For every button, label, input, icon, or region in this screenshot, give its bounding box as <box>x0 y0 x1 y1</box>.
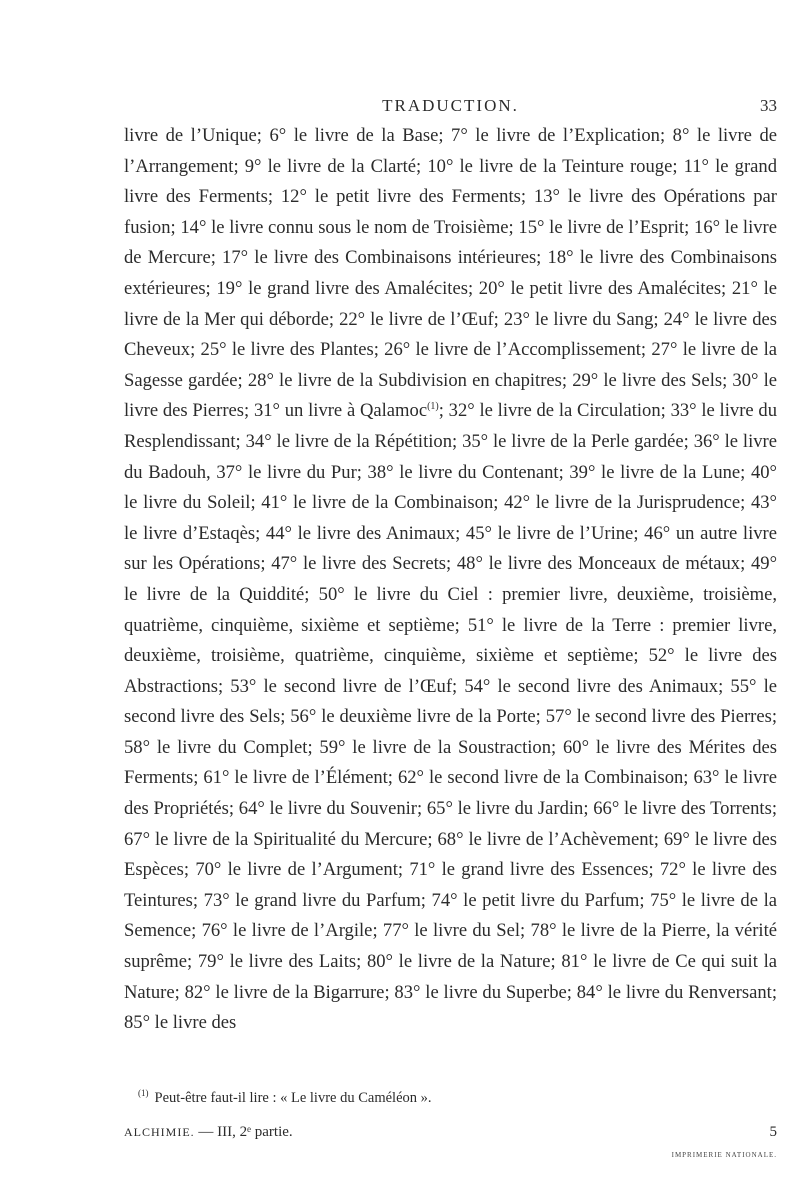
printer-imprint: IMPRIMERIE NATIONALE. <box>671 1151 777 1159</box>
body-text-part-2: ; 32° le livre de la Circulation; 33° le livre du Resplendissant; 34° le livre de la Répétition; 35° le livre de la Perle gardée; 36° le livre du Badouh, 37° le livre du Pur; 38° le livre du Contenant; 39° le livre de la Lune; 40° le livre du Soleil; 41° le livre de la Combinaison; 42° le livre de la Jurisprudence; 43° le livre d’Estaqès; 44° le livre des Animaux; 45° le livre de l’Urine; 46° un autre livre sur les Opérations; 47° le livre des Secrets; 48° le livre des Monceaux de métaux; 49° le livre de la Quiddité; 50° le livre du Ciel : premier livre, deuxième, troisième, quatrième, cinquième, sixième et septième; 51° le livre de la Terre : premier livre, deuxième, troisième, quatrième, cinquième, sixième et septième; 52° le livre des Abstractions; 53° le second livre de l’Œuf; 54° le second livre des Animaux; 55° le second livre des Sels; 56° le deuxième livre de la Porte; 57° le second livre des Pierres; 58° le livre du Complet; 59° le livre de la Soustraction; 60° le livre des Mérites des Ferments; 61° le livre de l’Élément; 62° le second livre de la Combinaison; 63° le livre des Propriétés; 64° le livre du Souvenir; 65° le livre du Jardin; 66° le livre des Torrents; 67° le livre de la Spiritualité du Mercure; 68° le livre de l’Achèvement; 69° le livre des Espèces; 70° le livre de l’Argument; 71° le grand livre des Essences; 72° le livre des Teintures; 73° le grand livre du Parfum; 74° le petit livre du Parfum; 75° le livre de la Semence; 76° le livre de l’Argile; 77° le livre du Sel; 78° le livre de la Pierre, la vérité suprême; 79° le livre des Laits; 80° le livre de la Nature; 81° le livre de Ce qui suit la Nature; 82° le livre de la Bigarrure; 83° le livre du Superbe; 84° le livre du Renversant; 85° le livre des <box>124 400 777 1034</box>
footnote-text: Peut-être faut-il lire : « Le livre du Caméléon ». <box>154 1090 432 1106</box>
signature-line <box>124 1122 777 1146</box>
footnote-reference[interactable]: (1) <box>427 401 439 413</box>
signature-title: ALCHIMIE. <box>124 1125 195 1139</box>
signature-label <box>124 1124 293 1141</box>
page-number: 33 <box>760 96 777 115</box>
body-paragraph <box>124 121 777 1039</box>
running-title: TRADUCTION. <box>382 96 519 115</box>
signature-part: — III, 2ᵉ partie. <box>194 1124 293 1140</box>
footnote <box>138 1090 778 1107</box>
page-header <box>124 92 777 118</box>
body-text-part-1: livre de l’Unique; 6° le livre de la Base; 7° le livre de l’Explication; 8° le livre de l’Arrangement; 9° le livre de la Clarté; 10° le livre de la Teinture rouge; 11° le grand livre des Ferments; 12° le petit livre des Ferments; 13° le livre des Opérations par fusion; 14° le livre connu sous le nom de Troisième; 15° le livre de l’Esprit; 16° le livre de Mercure; 17° le livre des Combinaisons intérieures; 18° le livre des Combinaisons extérieures; 19° le grand livre des Amalécites; 20° le petit livre des Amalécites; 21° le livre de la Mer qui déborde; 22° le livre de l’Œuf; 23° le livre du Sang; 24° le livre des Cheveux; 25° le livre des Plantes; 26° le livre de l’Accomplissement; 27° le livre de la Sagesse gardée; 28° le livre de la Subdivision en chapitres; 29° le livre des Sels; 30° le livre des Pierres; 31° un livre à Qalamoc <box>124 125 777 422</box>
signature-number: 5 <box>769 1124 777 1140</box>
footnote-mark: (1) <box>138 1088 149 1099</box>
